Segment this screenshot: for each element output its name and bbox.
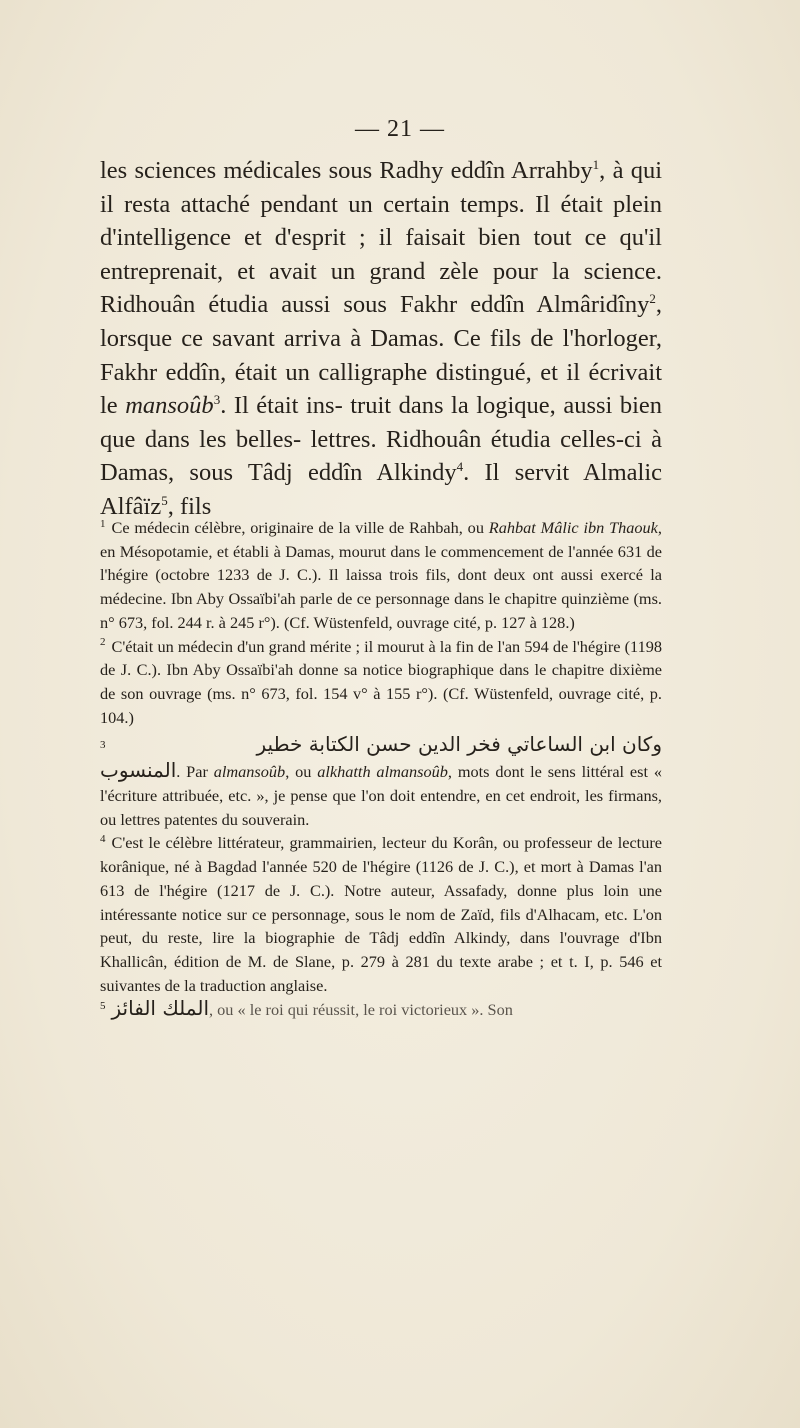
page-number: — 21 — xyxy=(355,116,445,142)
footnote-number: 4 xyxy=(100,833,106,846)
footnote-text: . Par xyxy=(176,762,208,782)
footnotes xyxy=(100,516,662,1022)
text-line: Tâdj eddîn Alkindy xyxy=(247,459,457,487)
text-line: était plein d'intelligence et d'esprit ; il faisait bien tout xyxy=(100,190,662,252)
footnote-number: 2 xyxy=(100,636,106,649)
footnote-3-arabic-line: 3 وكان ابن الساعاتي فخر الدين حسن الكتابة خطير xyxy=(100,732,662,757)
footnote-1 xyxy=(100,516,662,635)
text-line: lettres. Ridhouân étudia celles-ci à Damas, sous xyxy=(100,425,663,487)
footnote-4 xyxy=(100,831,662,997)
arabic-word: الملك الفائز xyxy=(111,996,210,1021)
text-line: ce qu'il entreprenait, et avait un grand zèle pour la xyxy=(100,224,662,285)
footnote-ref: 1 xyxy=(592,156,600,172)
footnote-text: Ce médecin célèbre, originaire de la ville de Rahbah, ou xyxy=(111,518,484,537)
text-line: à qui il resta attaché pendant un certain temps. Il xyxy=(100,157,663,218)
footnote-text: C'est le célèbre littérateur, grammairien, lecteur du Korân, ou professeur de lecture korânique, né à Bagdad l'année 520 de l'hégire (1126 de J. C.), et mort à Damas l'an 613 de l'hégire (1217 de J. C.). Notre auteur, Assafady, donne plus loin une intéressante notice sur ce personnage, sous le nom de Zaïd, fils d'Alhacam, etc. L'on peut, du reste, lire la biographie de Tâdj eddîn Alkindy, dans l'ouvrage d'Ibn Khallicân, édition de M. de Slane, p. 279 à 281 du texte arabe ; et t. I, p. 546 et suivantes de la traduction anglaise. xyxy=(100,833,662,995)
footnote-text: , mots dont le sens littéral est « l'écriture attribuée, etc. », je pense que l'on doit entendre, en cet endroit, les firmans, ou lettres patentes du souverain. xyxy=(100,762,662,829)
footnote-3 xyxy=(100,759,662,831)
text-line: , fils xyxy=(167,492,212,520)
main-text xyxy=(100,154,662,524)
text-line: les sciences médicales sous Radhy eddîn Arrahby xyxy=(100,157,593,184)
footnote-italic: alkhatth almansoûb xyxy=(317,762,448,782)
text-line: . Il était ins- xyxy=(220,392,343,420)
footnote-ref: 2 xyxy=(649,291,656,307)
footnote-text: , ou « le roi qui réussit, le roi victorieux ». Son xyxy=(209,1000,513,1020)
footnote-italic: almansoûb xyxy=(213,762,286,782)
text-line: , lorsque ce savant arriva à Damas. Ce xyxy=(100,291,662,352)
arabic-word: المنسوب xyxy=(100,758,177,783)
footnote-ref: 5 xyxy=(161,492,168,508)
footnote-text: C'était un médecin d'un grand mérite ; il mourut à la fin de l'an 594 de l'hégire (1198 de J. C.). Ibn Aby Ossaïbi'ah donne sa notice biographique dans le chapitre dixième de son ouvrage (ms. n° 673, fol. 154 v° à 155 r°). (Cf. Wüstenfeld, ouvrage cité, p. 104.) xyxy=(100,636,662,727)
footnote-2 xyxy=(100,635,662,730)
arabic-quotation: وكان ابن الساعاتي فخر الدين حسن الكتابة خطير xyxy=(256,732,662,757)
text-line: fils de l'horloger, Fakhr eddîn, était un calligraphe xyxy=(100,324,663,386)
footnote-ref: 3 xyxy=(213,392,221,407)
footnote-text: , en Mésopotamie, et établi à Damas, mourut dans le commencement de l'année 631 de l'hégire (octobre 1233 de J. C.). Il laissa trois fils, dont deux ont aussi exercé la médecine. Ibn Aby Ossaïbi'ah parle de ce personnage dans le chapitre quinzième (ms. n° 673, fol. 244 r. à 245 r°). (Cf. Wüstenfeld, ouvrage cité, p. 127 à 128.) xyxy=(100,518,662,632)
footnote-5 xyxy=(100,997,662,1022)
footnote-number: 5 xyxy=(100,999,106,1012)
footnote-italic: Rahbat Mâlic ibn Thaouk xyxy=(488,518,658,537)
text-line: Almâridîny xyxy=(536,291,650,319)
footnote-text: , ou xyxy=(285,762,312,782)
term-mansoub: mansoûb xyxy=(125,392,214,420)
text-line: science. Ridhouân étudia aussi sous Fakhr eddîn xyxy=(100,257,662,319)
text-line: . Il servit Almalic Alfâïz xyxy=(100,459,663,520)
footnote-ref: 4 xyxy=(456,459,464,475)
text-line: truit dans la logique, aussi bien que dans les belles- xyxy=(100,392,663,453)
text-line: distingué, et il écrivait le xyxy=(100,358,662,420)
footnote-number: 1 xyxy=(100,517,106,530)
main-paragraph: les sciences médicales sous Radhy eddîn Arrahby$^1$, à qui il resta attaché pendant un certain temps. Il était plein d'intelligence et d'esprit ; il faisait bien tout ce qu'il entreprenait, et avait un grand zèle pour la science. Ridhouân étudia aussi sous Fakhr eddîn Almâridîny$^2$, lorsque ce savant arriva à Damas. Ce fils de l'horloger, Fakhr eddîn, était un calligraphe distingué, et il écrivait le mansoûb$^3$. Il était ins- truit dans la logique, aussi bien que dans les belles- lettres. Ridhouân étudia celles-ci à Damas, sous Tâdj eddîn Alkindy$^4$. Il servit Almalic Alfâïz$^5$, fils xyxy=(100,156,663,520)
